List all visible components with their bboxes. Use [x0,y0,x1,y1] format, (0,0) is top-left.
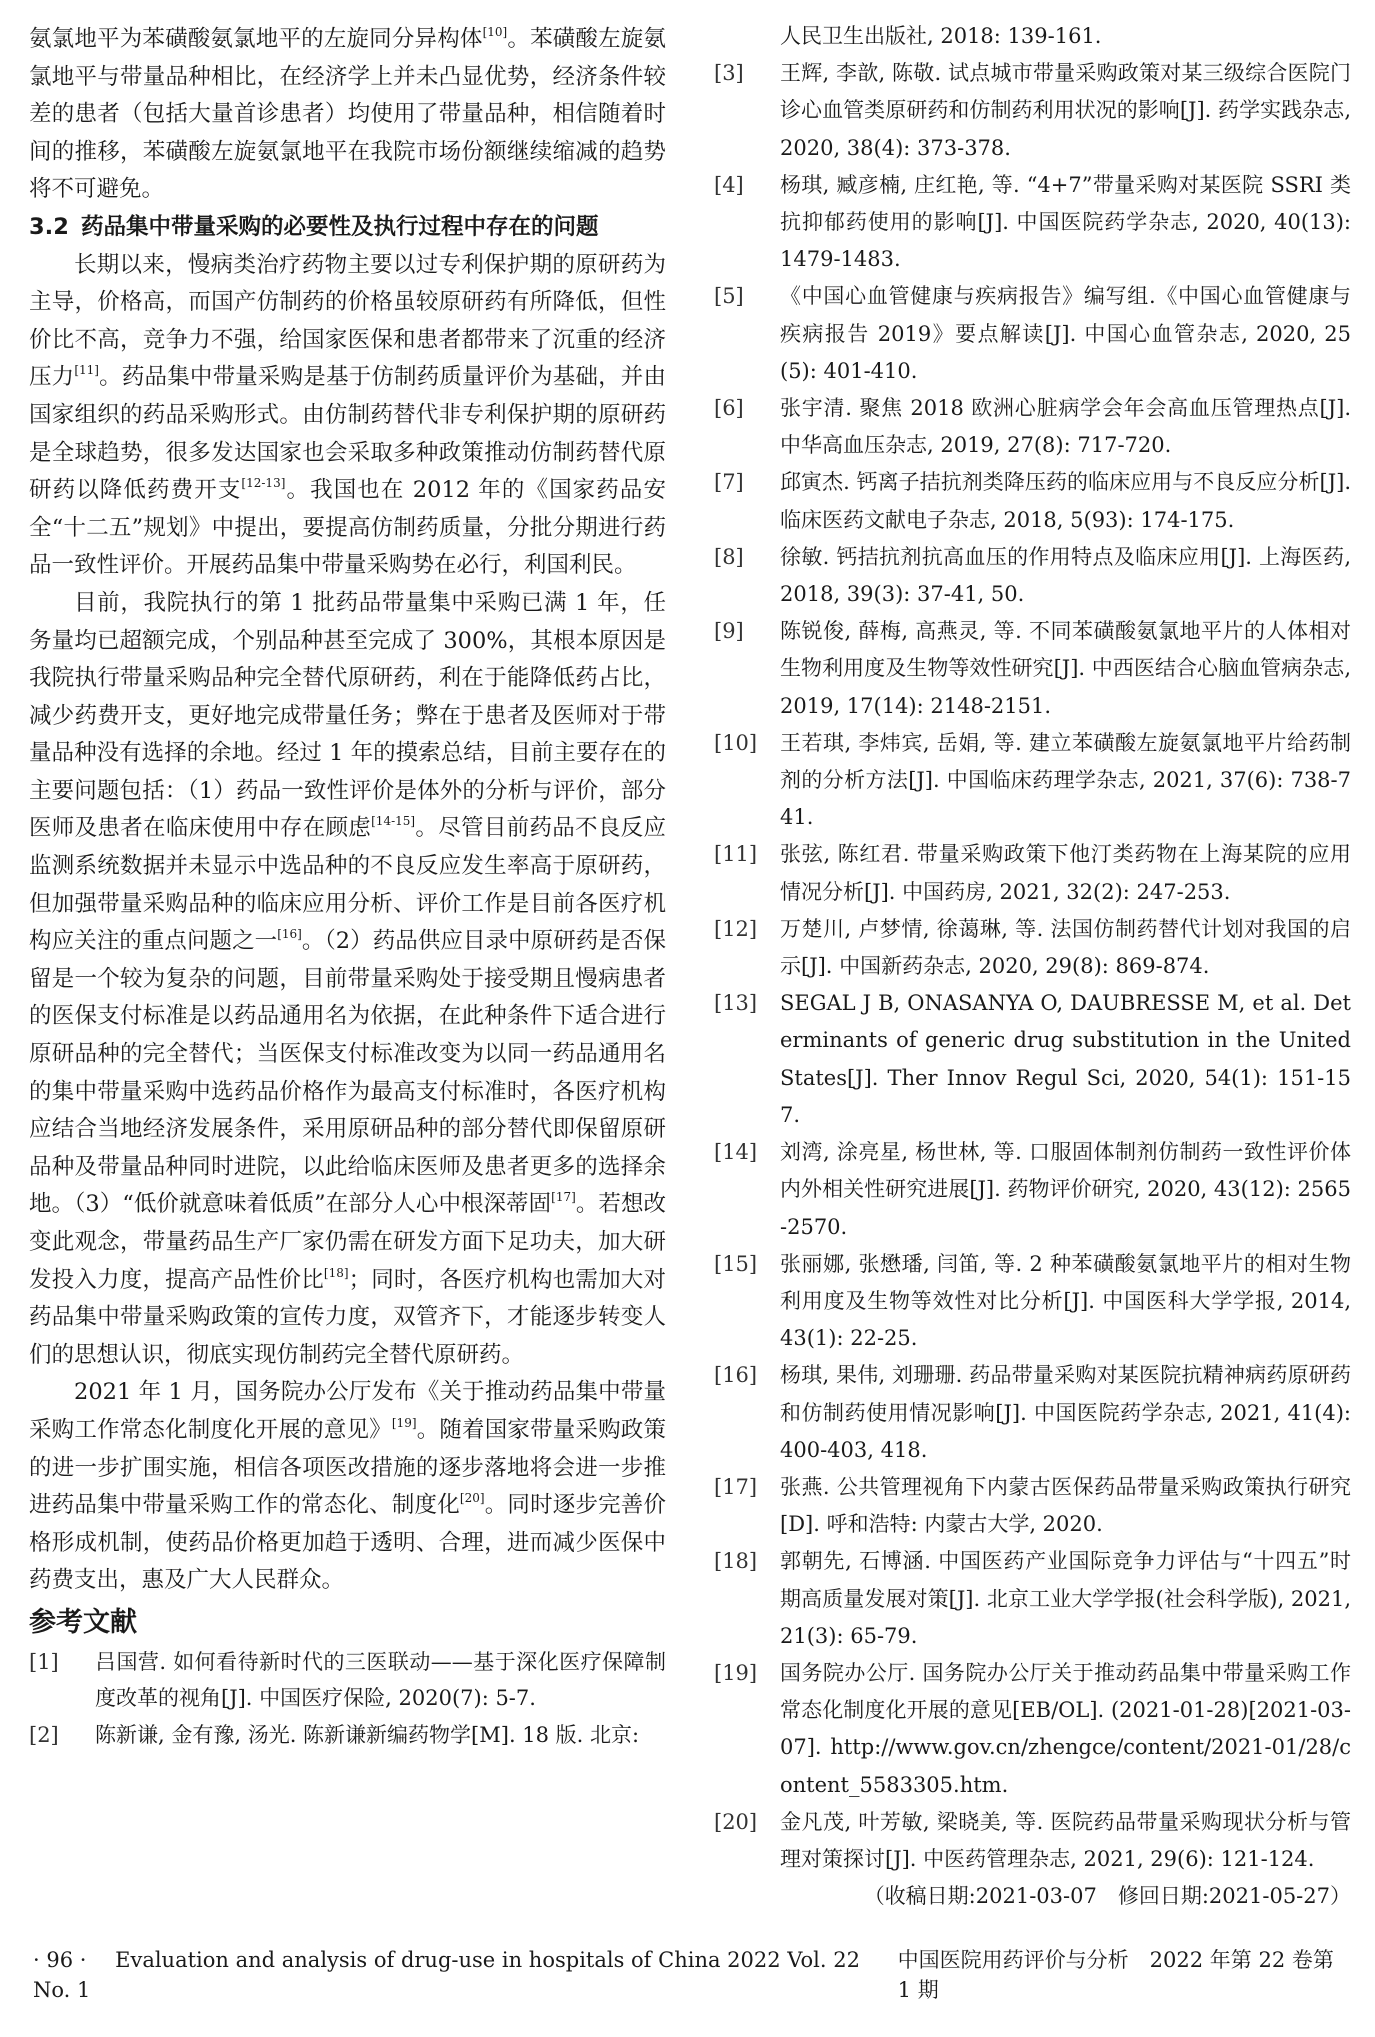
reference-item [714,985,1351,1134]
paragraph-text: 。若想改变此观念，带量药品生产厂家仍需在研发方面下足功夫，加大研发投入力度，提高产品性价比 [29,1191,666,1293]
journal-name-english: Evaluation and analysis of drug-use in hospitals of China 2022 Vol. 22 No. 1 [33,1948,860,2003]
page-footer [0,1915,1375,2037]
footer-left [33,1945,868,2005]
body-paragraph [29,21,666,209]
reference-text: 吕国营. 如何看待新时代的三医联动——基于深化医疗保障制度改革的视角[J]. 中国医疗保险, 2020(7): 5-7. [95,1649,666,1711]
references-heading: 参考文献 [29,1606,137,1638]
citation-marker[interactable]: [14-15] [371,814,416,829]
paragraph-text: ；同时，各医疗机构也需加大对药品集中带量采购政策的宣传力度，双管齐下，才能逐步转变人们的思想认识，彻底实现仿制药完全替代原研药。 [29,1266,666,1368]
reference-label: [3] [714,61,744,86]
reference-label: [10] [714,730,758,755]
citation-marker[interactable]: [12-13] [241,476,286,491]
reference-label: [4] [714,172,744,197]
reference-item [714,836,1351,910]
paragraph-text: 氨氯地平为苯磺酸氨氯地平的左旋同分异构体 [29,26,483,52]
citation-marker[interactable]: [17] [551,1190,576,1205]
reference-text: 徐敏. 钙拮抗剂抗高血压的作用特点及临床应用[J]. 上海医药, 2018, 39(3): 37-41, 50. [780,544,1351,607]
reference-item [714,1357,1351,1469]
reference-item [714,1134,1351,1246]
reference-item [714,1655,1351,1804]
reference-item [714,1246,1351,1358]
reference-label: [5] [714,284,744,309]
reference-item [714,390,1351,464]
reference-item [714,167,1351,279]
paragraph-text: 。同时逐步完善价格形成机制，使药品价格更加趋于透明、合理，进而减少医保中药费支出，惠及广大人民群众。 [29,1492,666,1594]
reference-label: [17] [714,1474,758,1499]
reference-label: [13] [714,991,758,1016]
reference-text: 陈新谦, 金有豫, 汤光. 陈新谦新编药物学[M]. 18 版. 北京: [95,1722,640,1747]
reference-item [714,613,1351,725]
reference-continuation: 人民卫生出版社, 2018: 139-161. [780,24,1102,48]
section-title: 药品集中带量采购的必要性及执行过程中存在的问题 [81,213,599,240]
reference-label: [11] [714,842,758,867]
body-text [29,21,666,1600]
paragraph-text: 。（2）药品供应目录中原研药是否保留是一个较为复杂的问题，目前带量采购处于接受期且慢病患者的医保支付标准是以药品通用名为依据，在此种条件下适合进行原研品种的完全替代；当医保支付标准改变为以同一药品通用名的集中带量采购中选药品价格作为最高支付标准时，各医疗机构应结合当地经济发展条件，采用原研品种的部分替代即保留原研品种及带量品种同时进院，以此给临床医师及患者更多的选择余地。（3）“低价就意味着低质”在部分人心中根深蒂固 [29,928,666,1218]
reference-label: [8] [714,544,744,569]
received-revised-dates: （收稿日期:2021-03-07 修回日期:2021-05-27） [863,1884,1351,1909]
reference-label: [9] [714,619,744,644]
reference-label: [16] [714,1363,758,1388]
reference-item [714,725,1351,837]
reference-label: [6] [714,396,744,421]
reference-label: [20] [714,1809,758,1834]
paragraph-text: 长期以来，慢病类治疗药物主要以过专利保护期的原研药为主导，价格高，而国产仿制药的价格虽较原研药有所降低，但性价比不高，竞争力不强，给国家医保和患者都带来了沉重的经济压力 [29,251,666,391]
reference-label: [2] [29,1722,59,1747]
reference-label: [19] [714,1660,758,1685]
reference-label: [15] [714,1251,758,1276]
paragraph-text: 。我国也在 2012 年的《国家药品安全“十二五”规划》中提出，要提高仿制药质量，分批分期进行药品一致性评价。开展药品集中带量采购势在必行，利国利民。 [29,477,666,579]
citation-marker[interactable]: [20] [459,1491,485,1506]
reference-text: 邱寅杰. 钙离子拮抗剂类降压药的临床应用与不良反应分析[J]. 临床医药文献电子杂志, 2018, 5(93): 174-175. [780,470,1351,532]
reference-text: 王若琪, 李炜宾, 岳娟, 等. 建立苯磺酸左旋氨氯地平片给药制剂的分析方法[J]. 中国临床药理学杂志, 2021, 37(6): 738-741. [780,730,1351,830]
paragraph-text: 目前，我院执行的第 1 批药品带量集中采购已满 1 年，任务量均已超额完成，个别品种甚至完成了 300%，其根本原因是我院执行带量采购品种完全替代原研药，利在于能降低药占比，减少药费开支，更好地完成带量任务；弊在于患者及医师对于带量品种没有选择的余地。经过 1 年的摸索总结，目前主要存在的主要问题包括：（1）药品一致性评价是体外的分析与评价，部分医师及患者在临床使用中存在顾虑 [29,589,666,842]
reference-text: 张燕. 公共管理视角下内蒙古医保药品带量采购政策执行研究[D]. 呼和浩特: 内蒙古大学, 2020. [780,1474,1351,1537]
body-text-column [29,18,666,1753]
reference-item [29,1717,666,1754]
reference-item [714,1543,1351,1655]
paragraph-text: 。药品集中带量采购是基于仿制药质量评价为基础，并由国家组织的药品采购形式。由仿制药替代非专利保护期的原研药是全球趋势，很多发达国家也会采取多种政策推动仿制药替代原研药以降低药费开支 [29,364,666,504]
reference-label: [7] [714,470,744,495]
paragraph-text: 。随着国家带量采购政策的进一步扩围实施，相信各项医改措施的逐步落地将会进一步推进药品集中带量采购工作的常态化、制度化 [29,1416,666,1519]
reference-text: 杨琪, 臧彦楠, 庄红艳, 等. “4+7”带量采购对某医院 SSRI 类抗抑郁药使用的影响[J]. 中国医院药学杂志, 2020, 40(13): 1479-1483. [780,172,1351,272]
citation-marker[interactable]: [10] [482,25,508,39]
page-number: · 96 · [33,1948,87,1973]
paragraph-text: 2021 年 1 月，国务院办公厅发布《关于推动药品集中带量采购工作常态化制度化开展的意见》 [29,1379,666,1443]
body-paragraph [29,585,666,1374]
reference-item [714,464,1351,538]
reference-text: 国务院办公厅. 国务院办公厅关于推动药品集中带量采购工作常态化制度化开展的意见[EB/OL]. (2021-01-28)[2021-03-07]. http://www.gov.cn/zhengce/content/2021-01/28/content_5583305.htm. [780,1660,1351,1797]
reference-text: 杨琪, 果伟, 刘珊珊. 药品带量采购对某医院抗精神病药原研药和仿制药使用情况影响[J]. 中国医院药学杂志, 2021, 41(4): 400-403, 418. [780,1363,1351,1462]
reference-label: [1] [29,1649,59,1674]
section-number: 3.2 [29,213,69,240]
reference-list-right [714,18,1351,1915]
reference-item [714,1469,1351,1543]
reference-label: [14] [714,1140,758,1165]
citation-marker[interactable]: [18] [323,1265,349,1280]
paragraph-text: 。苯磺酸左旋氨氯地平与带量品种相比，在经济学上并未凸显优势，经济条件较差的患者（包括大量首诊患者）均使用了带量品种，相信随着时间的推移，苯磺酸左旋氨氯地平在我院市场份额继续缩减的趋势将不可避免。 [29,26,666,203]
reference-text: 张宇清. 聚焦 2018 欧洲心脏病学会年会高血压管理热点[J]. 中华高血压杂志, 2019, 27(8): 717-720. [780,396,1351,458]
citation-marker[interactable]: [11] [74,363,99,378]
reference-text: 《中国心血管健康与疾病报告》编写组.《中国心血管健康与疾病报告 2019》要点解读[J]. 中国心血管杂志, 2020, 25(5): 401-410. [780,284,1351,383]
citation-marker[interactable]: [16] [277,927,302,942]
reference-item [714,911,1351,985]
reference-item [714,539,1351,613]
reference-text: 刘湾, 涂亮星, 杨世林, 等. 口服固体制剂仿制药一致性评价体内外相关性研究进展[J]. 药物评价研究, 2020, 43(12): 2565-2570. [780,1140,1351,1239]
reference-item [29,1644,666,1717]
reference-item [714,1804,1351,1878]
reference-text: 万楚川, 卢梦情, 徐蔼琳, 等. 法国仿制药替代计划对我国的启示[J]. 中国新药杂志, 2020, 29(8): 869-874. [780,916,1351,979]
reference-text: 张丽娜, 张懋璠, 闫笛, 等. 2 种苯磺酸氨氯地平片的相对生物利用度及生物等效性对比分析[J]. 中国医科大学学报, 2014, 43(1): 22-25. [780,1251,1351,1351]
reference-item [714,55,1351,167]
reference-text: 金凡茂, 叶芳敏, 梁晓美, 等. 医院药品带量采购现状分析与管理对策探讨[J]. 中医药管理杂志, 2021, 29(6): 121-124. [780,1809,1351,1871]
paragraph-text: 。尽管目前药品不良反应监测系统数据并未显示中选品种的不良反应发生率高于原研药，但加强带量采购品种的临床应用分析、评价工作是目前各医疗机构应关注的重点问题之一 [29,815,666,955]
journal-name-chinese: 中国医院用药评价与分析 2022 年第 22 卷第 1 期 [897,1948,1334,2003]
reference-text: SEGAL J B, ONASANYA O, DAUBRESSE M, et al. Determinants of generic drug substitution in the United States[J]. Ther Innov Regul Sci, 2020, 54(1): 151-157. [780,991,1351,1127]
reference-list-left [29,1644,666,1754]
reference-item [714,278,1351,390]
reference-text: 郭朝先, 石博涵. 中国医药产业国际竞争力评估与“十四五”时期高质量发展对策[J]. 北京工业大学学报(社会科学版), 2021, 21(3): 65-79. [780,1549,1351,1648]
section-heading [29,209,666,247]
reference-text: 张弦, 陈红君. 带量采购政策下他汀类药物在上海某院的应用情况分析[J]. 中国药房, 2021, 32(2): 247-253. [780,842,1351,904]
reference-text: 陈锐俊, 薛梅, 高燕灵, 等. 不同苯磺酸氨氯地平片的人体相对生物利用度及生物等效性研究[J]. 中西医结合心脑血管病杂志, 2019, 17(14): 2148-2151. [780,619,1351,718]
reference-label: [12] [714,916,758,941]
citation-marker[interactable]: [19] [391,1415,417,1430]
reference-text: 王辉, 李歆, 陈敬. 试点城市带量采购政策对某三级综合医院门诊心血管类原研药和仿制药利用状况的影响[J]. 药学实践杂志, 2020, 38(4): 373-378. [780,61,1351,160]
body-paragraph [29,1374,666,1600]
reference-label: [18] [714,1549,758,1574]
body-paragraph [29,247,666,585]
